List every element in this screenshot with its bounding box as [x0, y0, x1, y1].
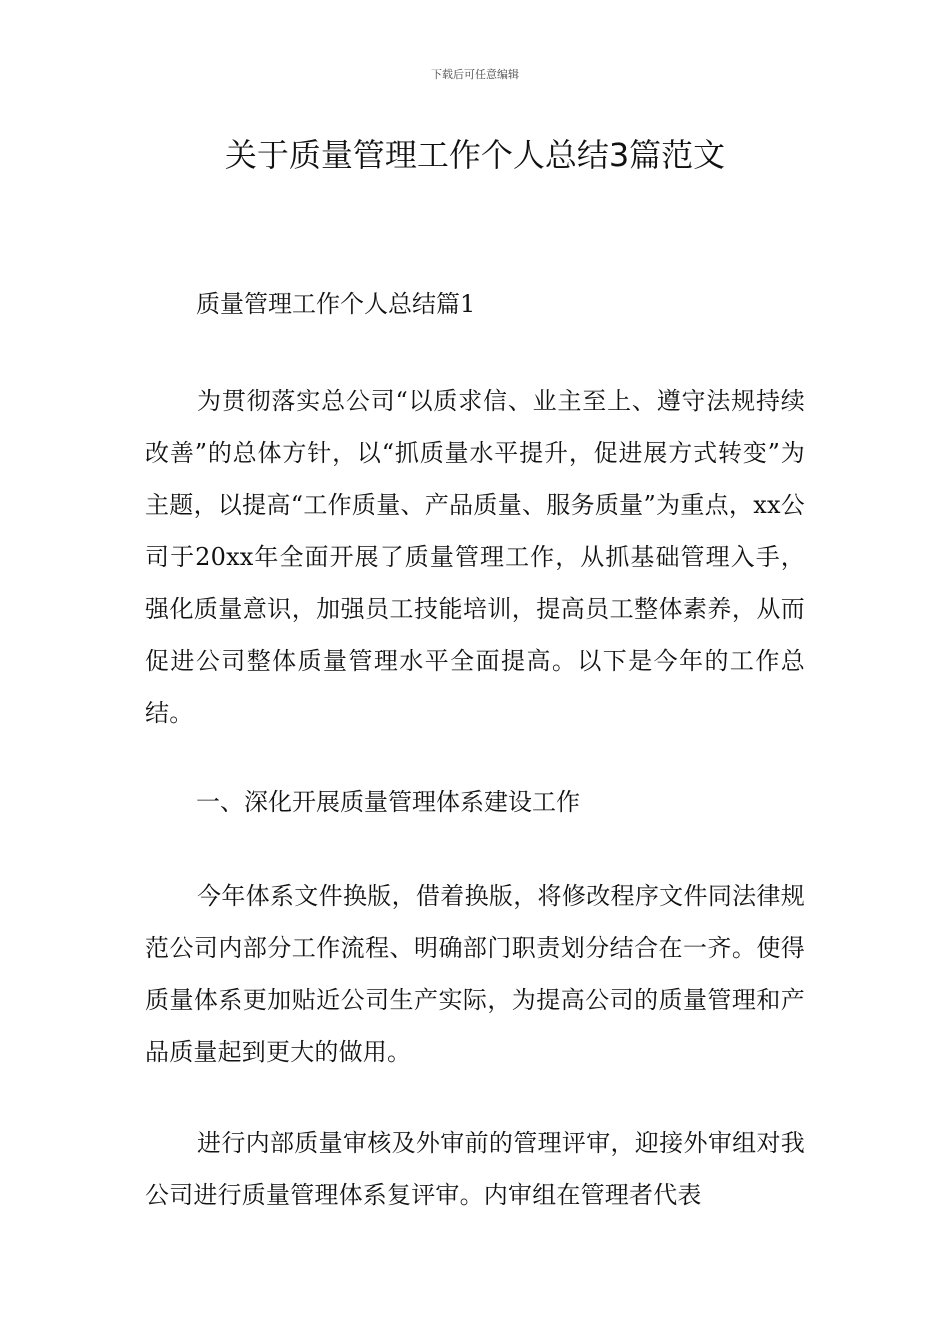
intro-paragraph: 为贯彻落实总公司“以质求信、业主至上、遵守法规持续改善”的总体方针，以“抓质量水平提升，促进展方式转变”为主题，以提高“工作质量、产品质量、服务质量”为重点，xx公司于20xx年全面开展了质量管理工作，从抓基础管理入手，强化质量意识，加强员工技能培训，提高员工整体素养，从而促进公司整体质量管理水平全面提高。以下是今年的工作总结。 [145, 387, 805, 727]
section1-paragraph-1: 今年体系文件换版，借着换版，将修改程序文件同法律规范公司内部分工作流程、明确部门职责划分结合在一齐。使得质量体系更加贴近公司生产实际，为提高公司的质量管理和产品质量起到更大的做用。 [145, 882, 805, 1066]
section1-heading: 一、深化开展质量管理体系建设工作 [196, 788, 580, 816]
header-note: 下载后可任意编辑 [431, 68, 519, 81]
section1-paragraph-2: 进行内部质量审核及外审前的管理评审，迎接外审组对我公司进行质量管理体系复评审。内审组在管理者代表 [145, 1129, 805, 1209]
document-title: 关于质量管理工作个人总结3篇范文 [224, 136, 726, 174]
part1-heading: 质量管理工作个人总结篇1 [196, 290, 476, 318]
